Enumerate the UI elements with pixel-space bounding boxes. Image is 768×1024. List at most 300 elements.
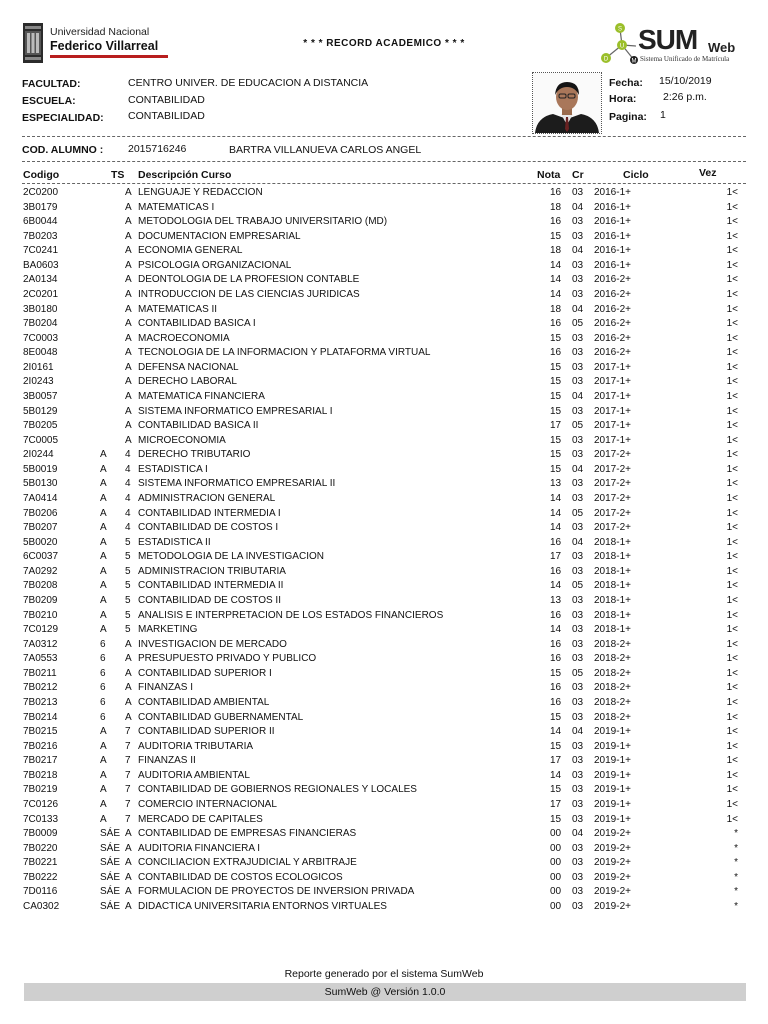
course-credits: 03: [572, 449, 584, 461]
table-row: [0, 712, 768, 726]
course-description: CONTABILIDAD BASICA I: [138, 318, 256, 330]
course-attempt: *: [734, 886, 738, 898]
table-row: [0, 566, 768, 580]
course-credits: 05: [572, 420, 584, 432]
course-type: A: [125, 288, 132, 300]
table-row: [0, 289, 768, 303]
course-description: INTRODUCCION DE LAS CIENCIAS JURIDICAS: [138, 288, 360, 300]
student-code-label: COD. ALUMNO :: [22, 144, 104, 156]
course-cycle: 2017-2+: [594, 522, 631, 534]
course-attempt: 1<: [726, 565, 738, 577]
course-ts: SÁE: [100, 900, 121, 912]
course-type: A: [125, 871, 132, 883]
table-row: [0, 362, 768, 376]
course-type: 5: [125, 624, 131, 636]
course-grade: 17: [550, 420, 562, 432]
course-cycle: 2017-2+: [594, 507, 631, 519]
table-row: [0, 216, 768, 230]
course-cycle: 2016-1+: [594, 259, 631, 271]
course-cycle: 2016-1+: [594, 216, 631, 228]
course-attempt: 1<: [726, 755, 738, 767]
course-cycle: 2016-2+: [594, 347, 631, 359]
course-type: A: [125, 245, 132, 257]
course-grade: 13: [550, 478, 562, 490]
course-grade: 00: [550, 857, 562, 869]
course-code: 2I0244: [23, 449, 54, 461]
course-type: 4: [125, 522, 131, 534]
course-grade: 00: [550, 900, 562, 912]
course-credits: 05: [572, 580, 584, 592]
course-cycle: 2018-1+: [594, 580, 631, 592]
course-code: CA0302: [23, 900, 60, 912]
course-attempt: 1<: [726, 624, 738, 636]
course-attempt: 1<: [726, 449, 738, 461]
course-attempt: 1<: [726, 187, 738, 198]
sum-tagline: Sistema Unificado de Matrícula: [640, 55, 730, 63]
course-grade: 14: [550, 492, 562, 504]
course-cycle: 2017-1+: [594, 420, 631, 432]
course-attempt: 1<: [726, 653, 738, 665]
course-code: 7B0218: [23, 769, 58, 781]
course-type: 4: [125, 478, 131, 490]
table-row: [0, 697, 768, 711]
course-description: CONTABILIDAD SUPERIOR I: [138, 667, 272, 679]
course-credits: 03: [572, 347, 584, 359]
course-cycle: 2017-2+: [594, 449, 631, 461]
course-credits: 03: [572, 332, 584, 344]
course-ts: A: [100, 624, 107, 636]
course-credits: 03: [572, 769, 584, 781]
course-type: 5: [125, 551, 131, 563]
course-attempt: 1<: [726, 259, 738, 271]
course-code: 7A0414: [23, 492, 58, 504]
course-attempt: 1<: [726, 332, 738, 344]
course-attempt: *: [734, 828, 738, 840]
course-credits: 03: [572, 478, 584, 490]
course-grade: 15: [550, 449, 562, 461]
course-code: 7C0133: [23, 813, 59, 825]
course-attempt: *: [734, 871, 738, 883]
course-ts: A: [100, 755, 107, 767]
course-cycle: 2016-2+: [594, 288, 631, 300]
course-code: 7A0292: [23, 565, 58, 577]
course-description: CONTABILIDAD GUBERNAMENTAL: [138, 711, 304, 723]
col-header-codigo: Codigo: [23, 169, 60, 181]
course-cycle: 2017-2+: [594, 478, 631, 490]
course-type: A: [125, 390, 132, 402]
course-grade: 15: [550, 667, 562, 679]
course-ts: 6: [100, 682, 106, 694]
course-ts: SÁE: [100, 842, 121, 854]
course-grade: 18: [550, 201, 562, 213]
course-grade: 15: [550, 361, 562, 373]
course-credits: 03: [572, 755, 584, 767]
course-type: A: [125, 682, 132, 694]
course-cycle: 2019-2+: [594, 871, 631, 883]
course-description: METODOLOGIA DEL TRABAJO UNIVERSITARIO (MD): [138, 216, 388, 228]
node-label: U: [619, 43, 625, 50]
course-credits: 03: [572, 842, 584, 854]
table-row: [0, 420, 768, 434]
table-row: [0, 449, 768, 463]
table-row: [0, 260, 768, 274]
course-grade: 15: [550, 390, 562, 402]
course-type: A: [125, 696, 132, 708]
course-code: 7B0214: [23, 711, 58, 723]
course-description: CONTABILIDAD SUPERIOR II: [138, 726, 275, 738]
table-row: [0, 886, 768, 900]
table-row: [0, 682, 768, 696]
course-attempt: 1<: [726, 347, 738, 359]
course-description: CONTABILIDAD DE COSTOS ECOLOGICOS: [138, 871, 343, 883]
table-row: [0, 231, 768, 245]
course-description: FORMULACION DE PROYECTOS DE INVERSION PRIVADA: [138, 886, 415, 898]
course-attempt: 1<: [726, 667, 738, 679]
course-ts: A: [100, 492, 107, 504]
fecha-value: 15/10/2019: [659, 75, 712, 87]
course-cycle: 2019-1+: [594, 755, 631, 767]
table-row: [0, 347, 768, 361]
course-grade: 16: [550, 653, 562, 665]
course-credits: 03: [572, 638, 584, 650]
course-attempt: 1<: [726, 696, 738, 708]
course-cycle: 2018-2+: [594, 653, 631, 665]
course-ts: A: [100, 813, 107, 825]
course-attempt: 1<: [726, 478, 738, 490]
separator: [22, 183, 746, 184]
table-row: [0, 333, 768, 347]
course-grade: 16: [550, 536, 562, 548]
course-attempt: 1<: [726, 769, 738, 781]
course-grade: 00: [550, 828, 562, 840]
course-code: 5B0129: [23, 405, 58, 417]
course-credits: 04: [572, 828, 584, 840]
course-ts: 6: [100, 653, 106, 665]
course-ts: A: [100, 609, 107, 621]
course-credits: 03: [572, 594, 584, 606]
course-grade: 14: [550, 726, 562, 738]
col-header-nota: Nota: [537, 169, 561, 181]
course-credits: 03: [572, 274, 584, 286]
footer-generated-text: Reporte generado por el sistema SumWeb: [284, 968, 484, 980]
course-description: MICROECONOMIA: [138, 434, 226, 446]
course-description: ADMINISTRACION TRIBUTARIA: [138, 565, 286, 577]
course-description: AUDITORIA FINANCIERA I: [138, 842, 261, 854]
table-row: [0, 610, 768, 624]
course-code: 7B0207: [23, 522, 58, 534]
course-grade: 14: [550, 259, 562, 271]
course-type: A: [125, 828, 132, 840]
table-row: [0, 274, 768, 288]
course-credits: 03: [572, 259, 584, 271]
course-grade: 00: [550, 886, 562, 898]
course-type: A: [125, 842, 132, 854]
course-cycle: 2016-2+: [594, 274, 631, 286]
table-row: [0, 522, 768, 536]
course-ts: A: [100, 551, 107, 563]
university-accent-bar: [50, 55, 168, 58]
course-description: CONTABILIDAD DE COSTOS II: [138, 594, 281, 606]
sum-wordmark: SUM: [638, 24, 698, 55]
course-attempt: 1<: [726, 507, 738, 519]
course-code: 7B0009: [23, 828, 58, 840]
course-ts: A: [100, 784, 107, 796]
especialidad-value: CONTABILIDAD: [128, 110, 205, 122]
course-code: 3B0057: [23, 390, 58, 402]
course-code: 2C0200: [23, 187, 59, 198]
course-type: A: [125, 900, 132, 912]
course-credits: 04: [572, 303, 584, 315]
course-description: ECONOMIA GENERAL: [138, 245, 243, 257]
course-ts: A: [100, 798, 107, 810]
course-description: CONTABILIDAD DE COSTOS I: [138, 522, 279, 534]
course-code: 8E0048: [23, 347, 58, 359]
course-grade: 15: [550, 784, 562, 796]
course-cycle: 2018-2+: [594, 667, 631, 679]
course-grade: 16: [550, 187, 562, 198]
course-code: BA0603: [23, 259, 59, 271]
course-code: 7B0211: [23, 667, 57, 679]
course-description: MATEMATICA FINANCIERA: [138, 390, 265, 402]
course-type: A: [125, 318, 132, 330]
course-cycle: 2018-1+: [594, 565, 631, 577]
course-credits: 03: [572, 696, 584, 708]
course-description: AUDITORIA TRIBUTARIA: [138, 740, 254, 752]
course-description: ESTADISTICA II: [138, 536, 211, 548]
course-type: 4: [125, 507, 131, 519]
course-description: MATEMATICAS I: [138, 201, 215, 213]
course-code: 7C0126: [23, 798, 59, 810]
course-type: A: [125, 347, 132, 359]
course-cycle: 2019-1+: [594, 769, 631, 781]
course-attempt: 1<: [726, 522, 738, 534]
course-ts: A: [100, 740, 107, 752]
course-type: 5: [125, 536, 131, 548]
course-description: ADMINISTRACION GENERAL: [138, 492, 276, 504]
course-description: MARKETING: [138, 624, 198, 636]
course-credits: 03: [572, 813, 584, 825]
col-header-ciclo: Ciclo: [623, 169, 649, 181]
course-type: 7: [125, 755, 131, 767]
course-ts: SÁE: [100, 857, 121, 869]
table-row: [0, 741, 768, 755]
course-type: 5: [125, 594, 131, 606]
course-ts: A: [100, 536, 107, 548]
course-grade: 15: [550, 434, 562, 446]
course-cycle: 2016-1+: [594, 230, 631, 242]
course-cycle: 2016-2+: [594, 303, 631, 315]
course-description: CONTABILIDAD AMBIENTAL: [138, 696, 270, 708]
table-row: [0, 391, 768, 405]
course-code: 7B0217: [23, 755, 58, 767]
course-description: DEONTOLOGIA DE LA PROFESION CONTABLE: [138, 274, 360, 286]
course-grade: 17: [550, 755, 562, 767]
course-grade: 14: [550, 274, 562, 286]
table-row: [0, 580, 768, 594]
course-grade: 16: [550, 216, 562, 228]
table-row: [0, 551, 768, 565]
course-description: DEFENSA NACIONAL: [138, 361, 239, 373]
course-type: A: [125, 332, 132, 344]
course-code: 7B0204: [23, 318, 58, 330]
course-credits: 03: [572, 886, 584, 898]
course-code: 7C0129: [23, 624, 59, 636]
course-attempt: 1<: [726, 798, 738, 810]
course-grade: 16: [550, 638, 562, 650]
course-attempt: 1<: [726, 609, 738, 621]
course-code: 7B0203: [23, 230, 58, 242]
course-attempt: 1<: [726, 726, 738, 738]
course-grade: 18: [550, 303, 562, 315]
course-grade: 16: [550, 565, 562, 577]
facultad-value: CENTRO UNIVER. DE EDUCACION A DISTANCIA: [128, 77, 369, 89]
course-type: A: [125, 230, 132, 242]
course-type: A: [125, 857, 132, 869]
course-description: CONTABILIDAD INTERMEDIA II: [138, 580, 284, 592]
course-cycle: 2017-1+: [594, 434, 631, 446]
course-ts: A: [100, 522, 107, 534]
course-attempt: 1<: [726, 580, 738, 592]
course-ts: 6: [100, 711, 106, 723]
course-credits: 03: [572, 361, 584, 373]
course-description: DERECHO LABORAL: [138, 376, 237, 388]
course-code: 2I0243: [23, 376, 54, 388]
table-row: [0, 653, 768, 667]
course-description: DERECHO TRIBUTARIO: [138, 449, 251, 461]
course-credits: 03: [572, 405, 584, 417]
table-row: [0, 406, 768, 420]
course-description: SISTEMA INFORMATICO EMPRESARIAL I: [138, 405, 333, 417]
course-description: CONTABILIDAD DE EMPRESAS FINANCIERAS: [138, 828, 357, 840]
course-cycle: 2016-1+: [594, 187, 631, 198]
course-description: CONTABILIDAD BASICA II: [138, 420, 259, 432]
course-type: A: [125, 405, 132, 417]
course-attempt: 1<: [726, 405, 738, 417]
course-cycle: 2017-2+: [594, 463, 631, 475]
course-type: A: [125, 638, 132, 650]
course-grade: 14: [550, 288, 562, 300]
course-type: 4: [125, 492, 131, 504]
course-description: CONTABILIDAD DE GOBIERNOS REGIONALES Y LOCALES: [138, 784, 417, 796]
course-cycle: 2019-2+: [594, 900, 631, 912]
course-code: 7B0205: [23, 420, 58, 432]
course-description: FINANZAS I: [138, 682, 194, 694]
table-row: [0, 828, 768, 842]
course-code: 7B0212: [23, 682, 58, 694]
course-credits: 03: [572, 784, 584, 796]
separator: [22, 161, 746, 162]
course-credits: 03: [572, 871, 584, 883]
course-credits: 03: [572, 522, 584, 534]
course-grade: 15: [550, 711, 562, 723]
course-type: 7: [125, 813, 131, 825]
course-credits: 04: [572, 536, 584, 548]
course-type: A: [125, 886, 132, 898]
col-header-cr: Cr: [572, 169, 584, 181]
course-cycle: 2018-1+: [594, 609, 631, 621]
course-credits: 04: [572, 726, 584, 738]
course-type: A: [125, 667, 132, 679]
course-description: PSICOLOGIA ORGANIZACIONAL: [138, 259, 292, 271]
course-attempt: 1<: [726, 492, 738, 504]
course-cycle: 2017-1+: [594, 376, 631, 388]
course-type: 5: [125, 580, 131, 592]
table-row: [0, 508, 768, 522]
course-cycle: 2019-2+: [594, 857, 631, 869]
course-ts: A: [100, 565, 107, 577]
table-row: [0, 478, 768, 492]
course-code: 7C0241: [23, 245, 59, 257]
course-ts: SÁE: [100, 886, 121, 898]
table-row: [0, 668, 768, 682]
course-attempt: 1<: [726, 711, 738, 723]
course-credits: 05: [572, 318, 584, 330]
course-attempt: *: [734, 900, 738, 912]
course-cycle: 2018-1+: [594, 536, 631, 548]
student-code: 2015716246: [128, 143, 187, 155]
course-code: 7B0216: [23, 740, 58, 752]
course-grade: 17: [550, 798, 562, 810]
course-attempt: 1<: [726, 230, 738, 242]
course-code: 7B0222: [23, 871, 58, 883]
course-description: MACROECONOMIA: [138, 332, 230, 344]
table-row: [0, 857, 768, 871]
course-attempt: 1<: [726, 201, 738, 213]
course-description: CONTABILIDAD INTERMEDIA I: [138, 507, 281, 519]
course-description: INVESTIGACION DE MERCADO: [138, 638, 287, 650]
course-description: MERCADO DE CAPITALES: [138, 813, 263, 825]
course-code: 7B0221: [23, 857, 58, 869]
table-row: [0, 245, 768, 259]
course-credits: 03: [572, 653, 584, 665]
course-cycle: 2019-1+: [594, 726, 631, 738]
course-attempt: 1<: [726, 216, 738, 228]
course-grade: 00: [550, 842, 562, 854]
course-type: A: [125, 711, 132, 723]
course-attempt: 1<: [726, 390, 738, 402]
course-attempt: 1<: [726, 420, 738, 432]
course-grade: 16: [550, 696, 562, 708]
course-attempt: 1<: [726, 288, 738, 300]
course-type: A: [125, 434, 132, 446]
course-attempt: 1<: [726, 318, 738, 330]
course-code: 5B0130: [23, 478, 58, 490]
course-ts: A: [100, 507, 107, 519]
course-grade: 15: [550, 332, 562, 344]
course-ts: A: [100, 726, 107, 738]
course-credits: 03: [572, 434, 584, 446]
course-description: PRESUPUESTO PRIVADO Y PUBLICO: [138, 653, 317, 665]
table-row: [0, 202, 768, 216]
course-grade: 15: [550, 813, 562, 825]
course-description: TECNOLOGIA DE LA INFORMACION Y PLATAFORMA VIRTUAL: [138, 347, 431, 359]
course-code: 7B0220: [23, 842, 58, 854]
table-row: [0, 814, 768, 828]
course-credits: 03: [572, 216, 584, 228]
course-attempt: 1<: [726, 813, 738, 825]
course-credits: 04: [572, 390, 584, 402]
separator: [22, 136, 746, 137]
table-row: [0, 726, 768, 740]
course-code: 7A0312: [23, 638, 58, 650]
course-cycle: 2016-2+: [594, 318, 631, 330]
course-credits: 03: [572, 230, 584, 242]
university-name-line1: Universidad Nacional: [50, 26, 150, 38]
course-code: 7B0215: [23, 726, 58, 738]
course-description: DOCUMENTACION EMPRESARIAL: [138, 230, 301, 242]
course-ts: A: [100, 463, 107, 475]
table-row: [0, 464, 768, 478]
